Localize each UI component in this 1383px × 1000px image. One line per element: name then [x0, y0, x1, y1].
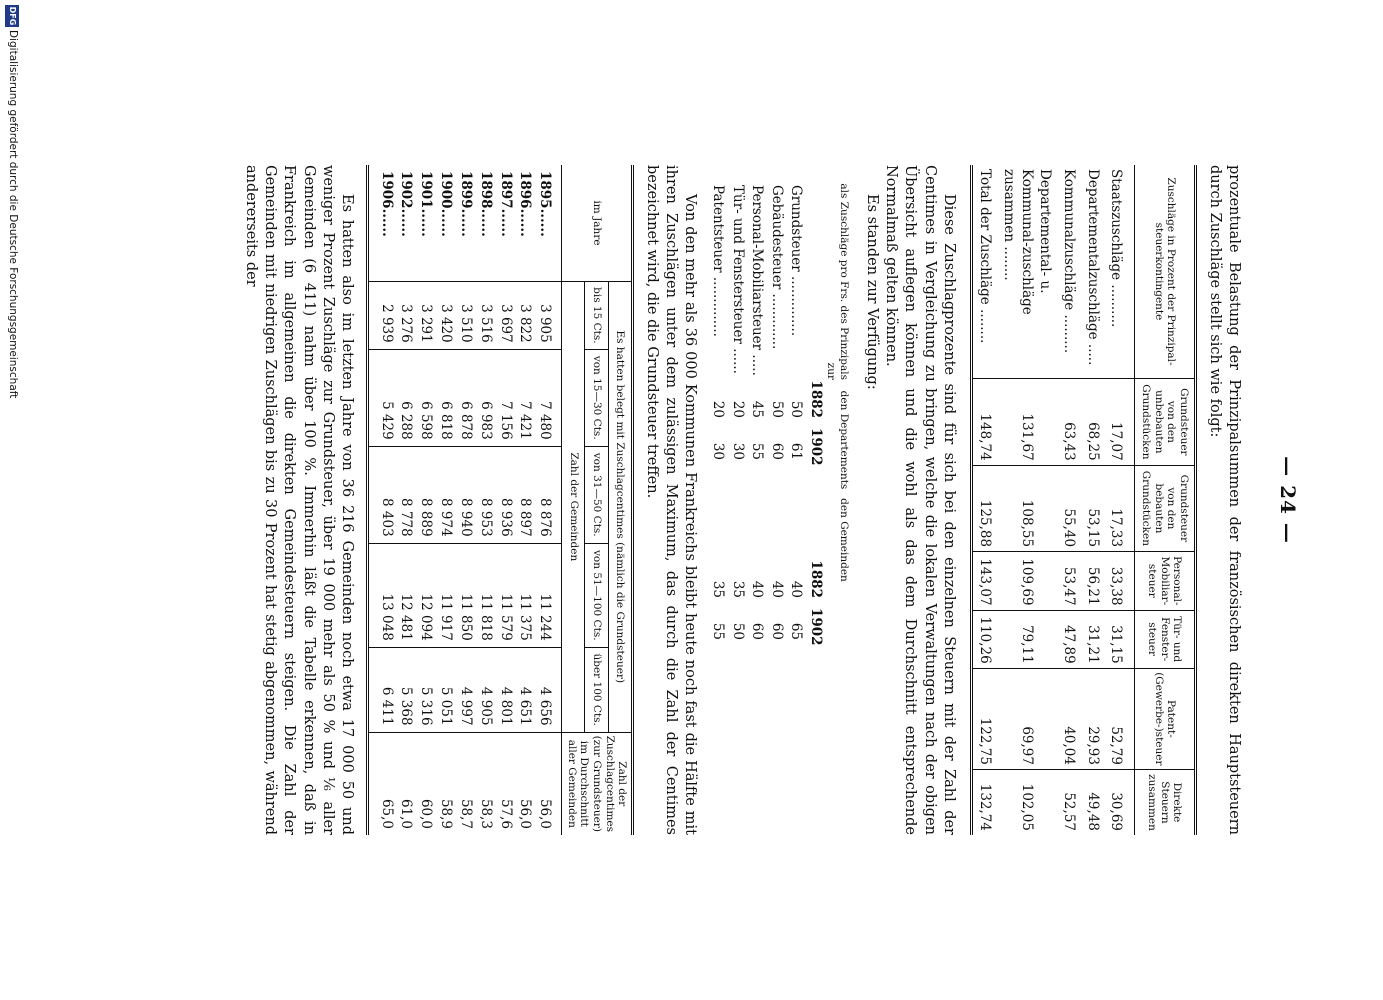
table-cell: 8 778 — [396, 446, 416, 543]
value: 60 — [768, 622, 785, 640]
tax-label: Gebäudesteuer ............. — [768, 185, 785, 350]
table-cell: 13 048 — [367, 543, 395, 647]
table-cell: 52,57 — [1056, 769, 1080, 835]
year-cell: 1906...... — [378, 171, 395, 237]
table-cell: 4 905 — [475, 647, 495, 732]
table-cell: 5 368 — [396, 647, 416, 732]
table-cell: 8 974 — [435, 446, 455, 543]
footer-text: Digitalisierung gefördert durch die Deutsche Forschungsgemeinschaft — [7, 30, 19, 399]
table-cell: 11 917 — [435, 543, 455, 647]
paragraph: Von den mehr als 36 000 Kommunen Frankreichs bleibt heute noch fast die Hälfte mit ihren Zuschlägen unter dem zulässigen Maximum, das durch die Zahl der Centimes bezeichnet wird, die die Grundsteuer treffen. — [644, 165, 699, 835]
table-cell: 3 697 — [495, 282, 515, 350]
table-cell: 3 822 — [515, 282, 535, 350]
table-cell: 68,25 — [1080, 379, 1104, 466]
year-label: 1882 — [807, 380, 824, 418]
table-row — [997, 165, 1056, 835]
table-cell: 6 878 — [455, 349, 475, 446]
year-cell: 1900...... — [438, 171, 455, 237]
communes-table-header — [608, 165, 632, 835]
availability-list — [708, 185, 825, 835]
table-cell: 109,69 — [997, 552, 1056, 610]
value: 60 — [768, 442, 785, 460]
table-cell: 12 481 — [396, 543, 416, 647]
table-cell: 148,74 — [971, 379, 996, 466]
value: 40 — [788, 580, 805, 598]
value: 30 — [710, 442, 727, 460]
table-cell: 143,07 — [971, 552, 996, 610]
table-cell: 58,9 — [435, 732, 455, 835]
table-cell: 52,79 — [1104, 668, 1135, 769]
table-cell: 65,0 — [367, 732, 395, 835]
value: 20 — [729, 400, 746, 418]
table-row — [396, 165, 416, 835]
availability-head-gemeinden: den Gemeinden — [838, 498, 851, 582]
value: 35 — [729, 580, 746, 598]
table-cell: 6 983 — [475, 349, 495, 446]
table-cell: 4 997 — [455, 647, 475, 732]
table-row — [435, 165, 455, 835]
row-label: Staatszuschläge .......... — [1108, 169, 1125, 328]
table-cell: 55,40 — [1056, 465, 1080, 551]
year-cell: 1896...... — [517, 171, 534, 237]
table-cell: 8 940 — [455, 446, 475, 543]
header-cell: Zuschläge in Prozent der Prinzipal-steuerkontingente — [1135, 165, 1195, 379]
table-cell: 61,0 — [396, 732, 416, 835]
table-cell: 17,07 — [1104, 379, 1135, 466]
year-cell: 1899...... — [457, 171, 474, 237]
header-cell: bis 15 Cts. — [585, 282, 608, 350]
table-cell: 11 244 — [534, 543, 561, 647]
year-label: 1902 — [807, 428, 824, 466]
table-cell: 4 651 — [515, 647, 535, 732]
surcharge-table — [970, 165, 1197, 835]
header-cell: Grundsteuer von den bebauten Grundstücken — [1135, 465, 1195, 551]
paragraph: Es standen zur Verfügung: — [864, 194, 881, 390]
header-cell: Patent-(Gewerbe-)steuer — [1135, 668, 1195, 769]
average-header: Zahl der Zuschlagcentimes (zur Grundsteuer) im Durchschnitt aller Gemeinden — [562, 732, 633, 835]
table-cell: 40,04 — [1056, 668, 1080, 769]
header-cell: Tür- und Fenster-steuer — [1135, 610, 1195, 668]
tax-label: Personal-Mobiliarsteuer ..... — [749, 185, 766, 376]
table-row — [495, 165, 515, 835]
table-row — [367, 165, 395, 835]
table-cell: 108,55 — [997, 465, 1056, 551]
dfg-logo-icon: DFG — [5, 5, 19, 27]
table-cell: 56,0 — [534, 732, 561, 835]
row-label: Kommunalzuschläge ......... — [1060, 169, 1077, 354]
table-cell: 56,0 — [515, 732, 535, 835]
year-cell: 1898...... — [477, 171, 494, 237]
page-body — [241, 165, 1243, 835]
table-row — [1056, 165, 1080, 835]
table-cell: 17,33 — [1104, 465, 1135, 551]
surcharge-table-header — [1135, 165, 1195, 835]
table-row — [1080, 165, 1104, 835]
table-cell: 11 579 — [495, 543, 515, 647]
table-cell: 60,0 — [415, 732, 435, 835]
table-row — [1104, 165, 1135, 835]
table-cell: 47,89 — [1056, 610, 1080, 668]
table-cell: 3 510 — [455, 282, 475, 350]
table-cell: 11 850 — [455, 543, 475, 647]
table-cell: 31,21 — [1080, 610, 1104, 668]
table-cell: 29,93 — [1080, 668, 1104, 769]
table-cell: 3 291 — [415, 282, 435, 350]
table-cell: 49,48 — [1080, 769, 1104, 835]
header-cell: Direkte Steuern zusammen — [1135, 769, 1195, 835]
value: 50 — [768, 400, 785, 418]
header-cell: Personal-Mobiliar-steuer — [1135, 552, 1195, 610]
communes-table — [366, 165, 634, 835]
table-cell: 125,88 — [971, 465, 996, 551]
year-cell: 1902...... — [398, 171, 415, 237]
page-number: — 24 — — [1276, 456, 1300, 544]
table-cell: 3 905 — [534, 282, 561, 350]
table-row — [971, 165, 996, 835]
table-cell: 7 156 — [495, 349, 515, 446]
table-cell: 3 276 — [396, 282, 416, 350]
table-cell: 6 818 — [435, 349, 455, 446]
table-cell: 8 953 — [475, 446, 495, 543]
table-cell: 5 051 — [435, 647, 455, 732]
table-cell: 7 480 — [534, 349, 561, 446]
year-cell: 1895...... — [537, 171, 554, 237]
value: 35 — [710, 580, 727, 598]
tax-label: Tür- und Fenstersteuer ...... — [729, 185, 746, 374]
table-cell: 8 403 — [367, 446, 395, 543]
table-cell: 8 897 — [515, 446, 535, 543]
year-header: im Jahre — [562, 165, 633, 282]
header-cell: von 31—50 Cts. — [585, 446, 608, 543]
table-cell: 31,15 — [1104, 610, 1135, 668]
table-row — [534, 165, 561, 835]
table-cell: 2 939 — [367, 282, 395, 350]
row-label: Departementalzuschläge ..... — [1084, 169, 1101, 366]
table-row — [515, 165, 535, 835]
table-cell: 7 421 — [515, 349, 535, 446]
table-cell: 132,74 — [971, 769, 996, 835]
value: 20 — [710, 400, 727, 418]
row-label: Total der Zuschläge ........ — [977, 169, 994, 344]
value: 45 — [749, 400, 766, 418]
header-cell: von 51—100 Cts. — [585, 543, 608, 647]
year-label: 1882 — [807, 560, 824, 598]
table-cell: 56,21 — [1080, 552, 1104, 610]
table-cell: 4 801 — [495, 647, 515, 732]
table-cell: 11 818 — [475, 543, 495, 647]
value: 55 — [710, 622, 727, 640]
paragraph: Es hatten also im letzten Jahre von 36 216 Gemeinden noch etwa 17 000 50 und weniger Prozent Zuschläge zur Grundsteuer, über 19 000 mehr als 50 % und ⅙ aller Gemeinden (6 411) nahm über 100 %. Immerhin läßt die Tabelle erkennen, daß in Frankreich im allgemeinen die direkten Gemeindesteuern steigen. Die Zahl der Gemeinden mit niedrigen Zuschlägen bis zu 30 Prozent hat stetig abgenommen, während andererseits der — [243, 165, 355, 835]
table-cell: 33,38 — [1104, 552, 1135, 610]
header-cell: von 15—30 Cts. — [585, 349, 608, 446]
table-cell: 63,43 — [1056, 379, 1080, 466]
table-cell: 8 889 — [415, 446, 435, 543]
table-cell: 122,75 — [971, 668, 996, 769]
table-cell: 102,05 — [997, 769, 1056, 835]
digitization-footer — [0, 0, 22, 1000]
table-cell: 4 656 — [534, 647, 561, 732]
table-row — [455, 165, 475, 835]
table-row — [415, 165, 435, 835]
table-cell: 110,26 — [971, 610, 996, 668]
table-cell: 5 429 — [367, 349, 395, 446]
value: 65 — [788, 622, 805, 640]
table-cell: 6 411 — [367, 647, 395, 732]
value: 61 — [788, 442, 805, 460]
value: 50 — [729, 622, 746, 640]
table-cell: 131,67 — [997, 379, 1056, 466]
table-cell: 53,47 — [1056, 552, 1080, 610]
group-header: Es hatten belegt mit Zuschlagcentimes (nämlich die Grundsteuer) — [608, 282, 632, 733]
table-cell: 3 516 — [475, 282, 495, 350]
value: 50 — [788, 400, 805, 418]
table-cell: 5 316 — [415, 647, 435, 732]
table-cell: 30,69 — [1104, 769, 1135, 835]
availability-head-departements: den Departements — [838, 390, 851, 490]
table-cell: 6 598 — [415, 349, 435, 446]
table-cell: 6 288 — [396, 349, 416, 446]
row-label: Departemental- u. Kommunal-zuschläge zusammen ........ — [1001, 169, 1053, 315]
table-cell: 69,97 — [997, 668, 1056, 769]
table-cell: 58,3 — [475, 732, 495, 835]
intro-text: prozentuale Belastung der Prinzipalsummen der französischen direkten Hauptsteuern durch Zuschläge stellt sich wie folgt: — [1206, 165, 1242, 835]
availability-head-label: als Zuschläge pro Frs. des Prinzipals zur — [825, 183, 851, 380]
value: 55 — [749, 442, 766, 460]
table-cell: 12 094 — [415, 543, 435, 647]
value: 30 — [729, 442, 746, 460]
table-row — [475, 165, 495, 835]
group-label: Zahl der Gemeinden — [562, 282, 585, 733]
year-cell: 1897...... — [497, 171, 514, 237]
table-cell: 53,15 — [1080, 465, 1104, 551]
year-cell: 1901...... — [418, 171, 435, 237]
year-label: 1902 — [807, 608, 824, 646]
value: 40 — [768, 580, 785, 598]
value: 40 — [749, 580, 766, 598]
header-cell: Grundsteuer von den unbebauten Grundstücken — [1135, 379, 1195, 466]
header-cell: über 100 Cts. — [585, 647, 608, 732]
tax-label: Grundsteuer .............. — [788, 185, 805, 337]
table-cell: 57,6 — [495, 732, 515, 835]
value: 60 — [749, 622, 766, 640]
table-cell: 3 420 — [435, 282, 455, 350]
table-cell: 8 936 — [495, 446, 515, 543]
table-cell: 8 876 — [534, 446, 561, 543]
paragraph: Diese Zuschlagprozente sind für sich bei den einzelnen Steuern mit der Zahl der Centimes in Vergleichung zu bringen, welche die lokalen Verwaltungen nach der obigen Übersicht auflegen können und die wohl als das dem Durchschnitt entsprechende Normalmaß gelten können. — [883, 165, 957, 835]
table-cell: 79,11 — [997, 610, 1056, 668]
table-cell: 58,7 — [455, 732, 475, 835]
availability-header — [825, 165, 850, 835]
table-cell: 11 375 — [515, 543, 535, 647]
tax-label: Patentsteuer .............. — [710, 185, 727, 337]
